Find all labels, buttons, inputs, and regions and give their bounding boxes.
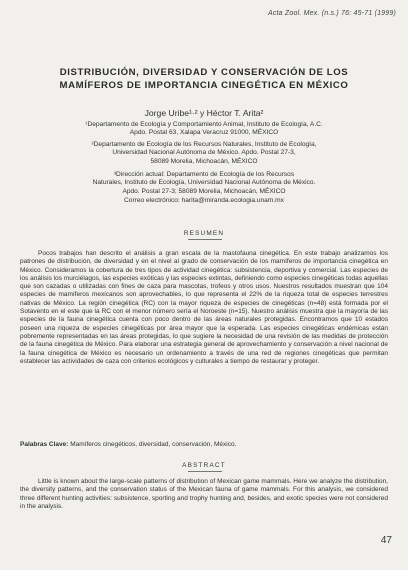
affiliation-1-line-2: Apdo. Postal 63, Xalapa Veracruz 91000, MÉXICO [129,129,279,137]
affiliation-1-line-1: ¹Departamento de Ecología y Comportamiento Animal, Instituto de Ecología, A.C. [85,121,323,128]
affiliation-2 [36,141,372,166]
resumen-underline [188,239,222,240]
affiliation-2-line-1: ²Departamento de Ecología de los Recursos Naturales, Instituto de Ecología, [91,141,317,148]
abstract-body: Little is known about the large-scale patterns of distribution of Mexican game mammals. Here we analyze the distribution, the diversity patterns, and the conservation status of the Mexican fauna of game mammals. For this analysis, we considered three different hunting activities: subsistence, sporting and trophy hunting and, besides, and exotic species were not considered in the analysis. [20,478,388,510]
affiliation-3 [36,171,372,196]
affiliation-2-line-2: Universidad Nacional Autónoma de México. Apdo. Postal 27-3, [112,149,296,157]
keywords-text: Mamíferos cinegéticos, diversidad, conservación, México. [68,441,237,448]
resumen-body: Pocos trabajos han descrito el análisis a gran escala de la mastofauna cinegética. En este trabajo analizamos los patrones de distribución, de diversidad y en el nivel al grado de conservación de los mamíferos de importancia cinegética en México. Consideramos la cobertura de tres tipos de actividad cinegética: subsistencia, deportiva y comercial. Las especies de los análisis los murciélagos, las especies exóticas y las especies extintas, definiendo como especies cinegéticas todas aquellas que son cazadas o utilizadas con fines de caza para mascotas, trofeos y otros usos. Nuestros resultados muestran que 104 especies de mamíferos mexicanos son aprovechables, lo que representa el 22% de la riqueza total de especies terrestres nativas de México. La región cinegética (RC) con la mayor riqueza de especies de cinegéticas (n=48) está formada por el Sotavento en el este que la RC con el menor número sería el Noroeste (n=15). Nuestro análisis muestra que la mayoría de las especies de la fauna cinegética cuenta con poco dentro de las áreas naturales protegidas. Encontramos que 10 estados poseen una riqueza de especies cinegéticas por área mayor que la esperada. Las especies cinegéticas endémicas están pobremente representadas en las áreas protegidas, lo que sugiere la necesidad de una revisión de las medidas de protección de la fauna cinegética de México. Para elaborar una estrategia general de aprovechamiento y conservación a nivel nacional de la fauna cinegética de México es necesario un ordenamiento a través de una red de regiones cinegéticas que permitan establecer las actividades de caza con criterios ecológicos y culturales a tiempo de restaurar y proteger. [20,250,388,365]
email-line: Correo electrónico: harita@miranda.ecologia.unam.mx [124,197,284,204]
journal-reference: Acta Zool. Mex. (n.s.) 76: 45-71 (1999) [267,10,396,17]
abstract-heading: ABSTRACT [182,462,226,469]
keywords-label: Palabras Clave: [20,441,69,448]
page-number: 47 [380,535,392,546]
affiliation-2-line-3: 58089 Morelia, Michoacán, MÉXICO [150,157,258,165]
title-line-2: MAMÍFEROS DE IMPORTANCIA CINEGÉTICA EN MÉXICO [59,80,349,91]
affiliation-1 [36,121,372,138]
article-title [20,66,388,92]
affiliation-3-line-1: ³Dirección actual: Departamento de Ecología de los Recursos [113,171,295,178]
authors: Jorge Uribe¹·² y Héctor T. Arita² [144,108,264,118]
affiliation-3-line-2: Naturales, Instituto de Ecología, Universidad Nacional Autónoma de México. [92,179,316,187]
abstract-underline [188,471,222,472]
keywords [20,441,388,448]
resumen-heading: RESUMEN [183,230,225,237]
affiliation-3-line-3: Apdo. Postal 27-3; 58089 Morelia, Michoacán, MÉXICO [122,187,286,195]
title-line-1: DISTRIBUCIÓN, DIVERSIDAD Y CONSERVACIÓN DE LOS [59,67,349,78]
